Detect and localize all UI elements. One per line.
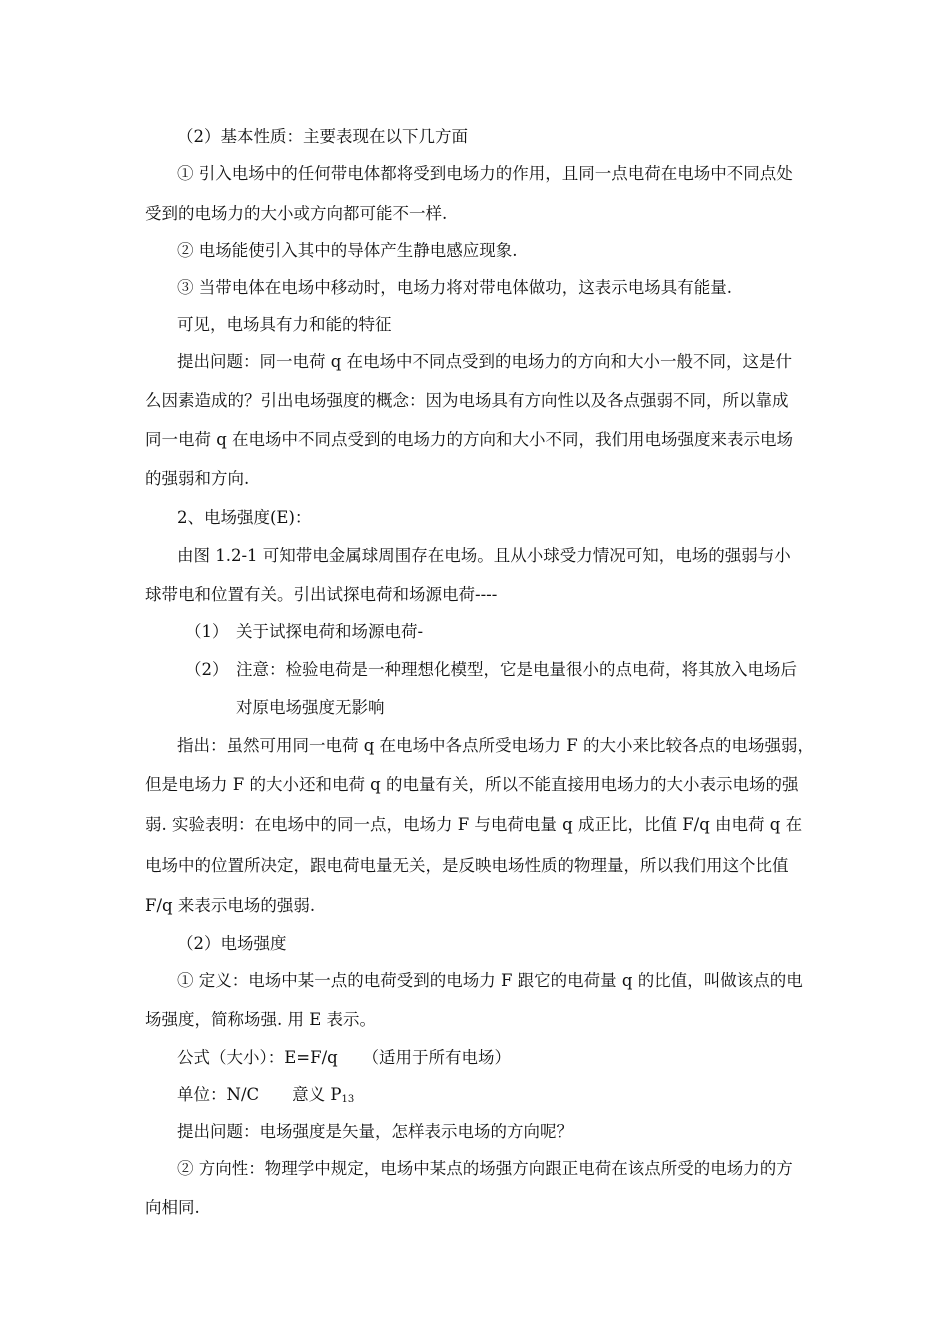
paragraph-unit-text: 单位：N/C 意义 P bbox=[177, 1085, 342, 1104]
list-item-2-text-line1: 注意：检验电荷是一种理想化模型，它是电量很小的点电荷，将其放入电场后 bbox=[236, 660, 797, 679]
paragraph-point-out-line4: 电场中的位置所决定，跟电荷电量无关，是反映电场性质的物理量，所以我们用这个比值 bbox=[145, 856, 789, 875]
paragraph-question-line2: 么因素造成的？引出电场强度的概念：因为电场具有方向性以及各点强弱不同，所以靠成 bbox=[145, 391, 789, 410]
paragraph-question-line3: 同一电荷 q 在电场中不同点受到的电场力的方向和大小不同，我们用电场强度来表示电场 bbox=[145, 430, 794, 449]
paragraph-point-out-line5: F/q 来表示电场的强弱. bbox=[145, 896, 316, 915]
paragraph-unit-page-subscript: 13 bbox=[341, 1094, 355, 1105]
paragraph-point-out-line3: 弱. 实验表明：在电场中的同一点，电场力 F 与电荷电量 q 成正比，比值 F/q 由电荷 q 在 bbox=[145, 815, 803, 834]
section-heading-basic-properties: （2）基本性质：主要表现在以下几方面 bbox=[177, 127, 468, 146]
paragraph-direction-line1: ② 方向性：物理学中规定，电场中某点的场强方向跟正电荷在该点所受的电场力的方 bbox=[177, 1159, 793, 1178]
paragraph-definition-line1: ① 定义：电场中某一点的电荷受到的电场力 F 跟它的电荷量 q 的比值，叫做该点的电 bbox=[177, 971, 803, 990]
list-item-1 bbox=[0, 621, 950, 643]
list-item-2-text-line2: 对原电场强度无影响 bbox=[236, 698, 385, 717]
paragraph-direction-line2: 向相同. bbox=[145, 1198, 200, 1217]
paragraph-property-2: ② 电场能使引入其中的导体产生静电感应现象. bbox=[177, 241, 518, 260]
list-item-2 bbox=[0, 659, 950, 681]
list-item-1-number: （1） bbox=[185, 622, 229, 641]
paragraph-question-line1: 提出问题：同一电荷 q 在电场中不同点受到的电场力的方向和大小一般不同，这是什 bbox=[177, 352, 793, 371]
paragraph-property-1-line1: ① 引入电场中的任何带电体都将受到电场力的作用，且同一点电荷在电场中不同点处 bbox=[177, 164, 793, 183]
section-heading-electric-field-strength: （2）电场强度 bbox=[177, 934, 287, 953]
paragraph-definition-line2: 场强度，简称场强. 用 E 表示。 bbox=[145, 1010, 377, 1029]
list-item-2-number: （2） bbox=[185, 660, 229, 679]
paragraph-unit bbox=[177, 1084, 354, 1106]
paragraph-property-3: ③ 当带电体在电场中移动时，电场力将对带电体做功，这表示电场具有能量. bbox=[177, 278, 732, 297]
paragraph-point-out-line1: 指出：虽然可用同一电荷 q 在电场中各点所受电场力 F 的大小来比较各点的电场强弱， bbox=[177, 736, 814, 755]
paragraph-figure-line1: 由图 1.2-1 可知带电金属球周围存在电场。且从小球受力情况可知，电场的强弱与小 bbox=[177, 546, 791, 565]
list-item-1-text: 关于试探电荷和场源电荷- bbox=[236, 622, 424, 641]
paragraph-vector-question: 提出问题：电场强度是矢量，怎样表示电场的方向呢？ bbox=[177, 1122, 573, 1141]
paragraph-point-out-line2: 但是电场力 F 的大小还和电荷 q 的电量有关，所以不能直接用电场力的大小表示电场的强 bbox=[145, 775, 799, 794]
paragraph-question-line4: 的强弱和方向. bbox=[145, 469, 250, 488]
paragraph-conclusion: 可见，电场具有力和能的特征 bbox=[177, 315, 392, 334]
paragraph-figure-line2: 球带电和位置有关。引出试探电荷和场源电荷---- bbox=[145, 585, 498, 604]
paragraph-property-1-line2: 受到的电场力的大小或方向都可能不一样. bbox=[145, 204, 448, 223]
section-heading-field-strength: 2、电场强度(E)： bbox=[177, 508, 312, 527]
paragraph-formula: 公式（大小）：E=F/q （适用于所有电场） bbox=[177, 1048, 511, 1067]
